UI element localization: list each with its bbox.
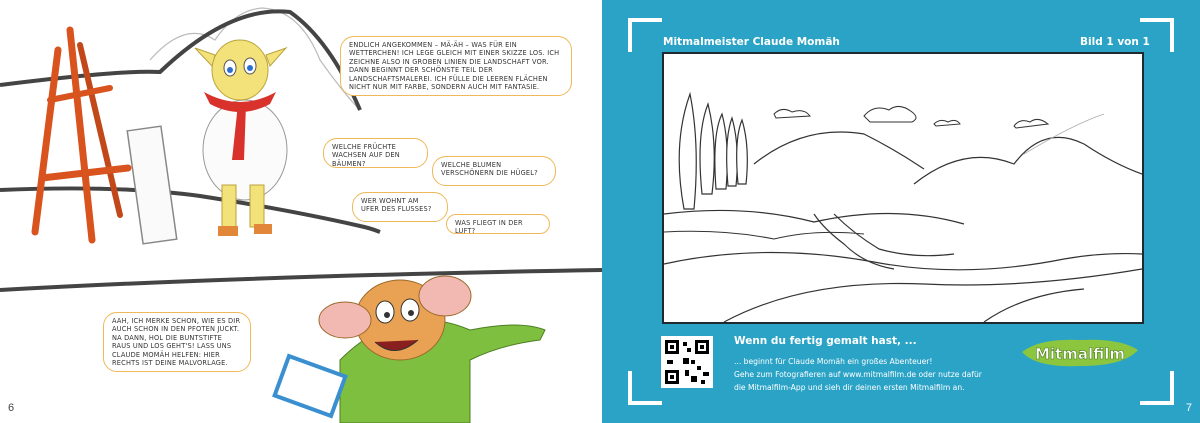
speech-bubble-mouse: AAH, ICH MERKE SCHON, WIE ES DIR AUCH SCHON IN DEN PFOTEN JUCKT. NA DANN, HOL DIE BUNTSTIFTE RAUS UND LOS GEHT'S! LASS UNS CLAUDE MOMÄH HELFEN: HIER RECHTS IST DEINE MALVORLAGE. [103,312,251,372]
mouse-character-drawing [275,276,545,423]
logo-text: Mitmalfilm [1034,345,1126,363]
frame-corner-bottom-left [628,371,662,405]
speech-bubble-intro: ENDLICH ANGEKOMMEN – MÄ-ÄH – WAS FÜR EIN WETTERCHEN! ICH LEGE GLEICH MIT EINER SKIZZE LOS. ICH ZEICHNE ALSO IN GROBEN LINIEN DIE LANDSCHAFT VOR. DANN BEGINNT DER SCHÖNSTE TEIL DER LANDSCHAFTSMALEREI. ICH FÜLLE DIE LEEREN FLÄCHEN NICHT NUR MIT FARBE, SONDERN AUCH MIT FANTASIE. [340,36,572,96]
coloring-template [662,52,1144,324]
question-bubble-riverbank: WER WOHNT AM UFER DES FLUSSES? [352,192,448,222]
finish-line-2: Gehe zum Fotografieren auf www.mitmalfilm.de oder nutze dafür [734,370,982,379]
finish-title: Wenn du fertig gemalt hast, ... [734,335,917,347]
frame-corner-top-left [628,18,662,52]
picture-counter: Bild 1 von 1 [1080,36,1150,48]
finish-line-3: die Mitmalfilm-App und sieh dir deinen ersten Mitmalfilm an. [734,383,965,392]
coloring-page-title: Mitmalmeister Claude Momäh [663,36,840,48]
frame-corner-bottom-right [1140,371,1174,405]
landscape-line-drawing [664,54,1142,322]
mitmalfilm-logo [1020,336,1140,370]
page-number-left: 6 [8,402,15,414]
question-bubble-flowers: WELCHE BLUMEN VERSCHÖNERN DIE HÜGEL? [432,156,556,186]
page-number-right: 7 [1185,402,1192,414]
easel-drawing [35,30,128,240]
question-bubble-air: WAS FLIEGT IN DER LUFT? [446,214,550,234]
qr-code[interactable] [661,336,713,388]
question-bubble-fruits: WELCHE FRÜCHTE WACHSEN AUF DEN BÄUMEN? [323,138,428,168]
blank-canvas-drawing [127,126,177,244]
finish-line-1: ... beginnt für Claude Momäh ein großes Abenteuer! [734,357,933,366]
